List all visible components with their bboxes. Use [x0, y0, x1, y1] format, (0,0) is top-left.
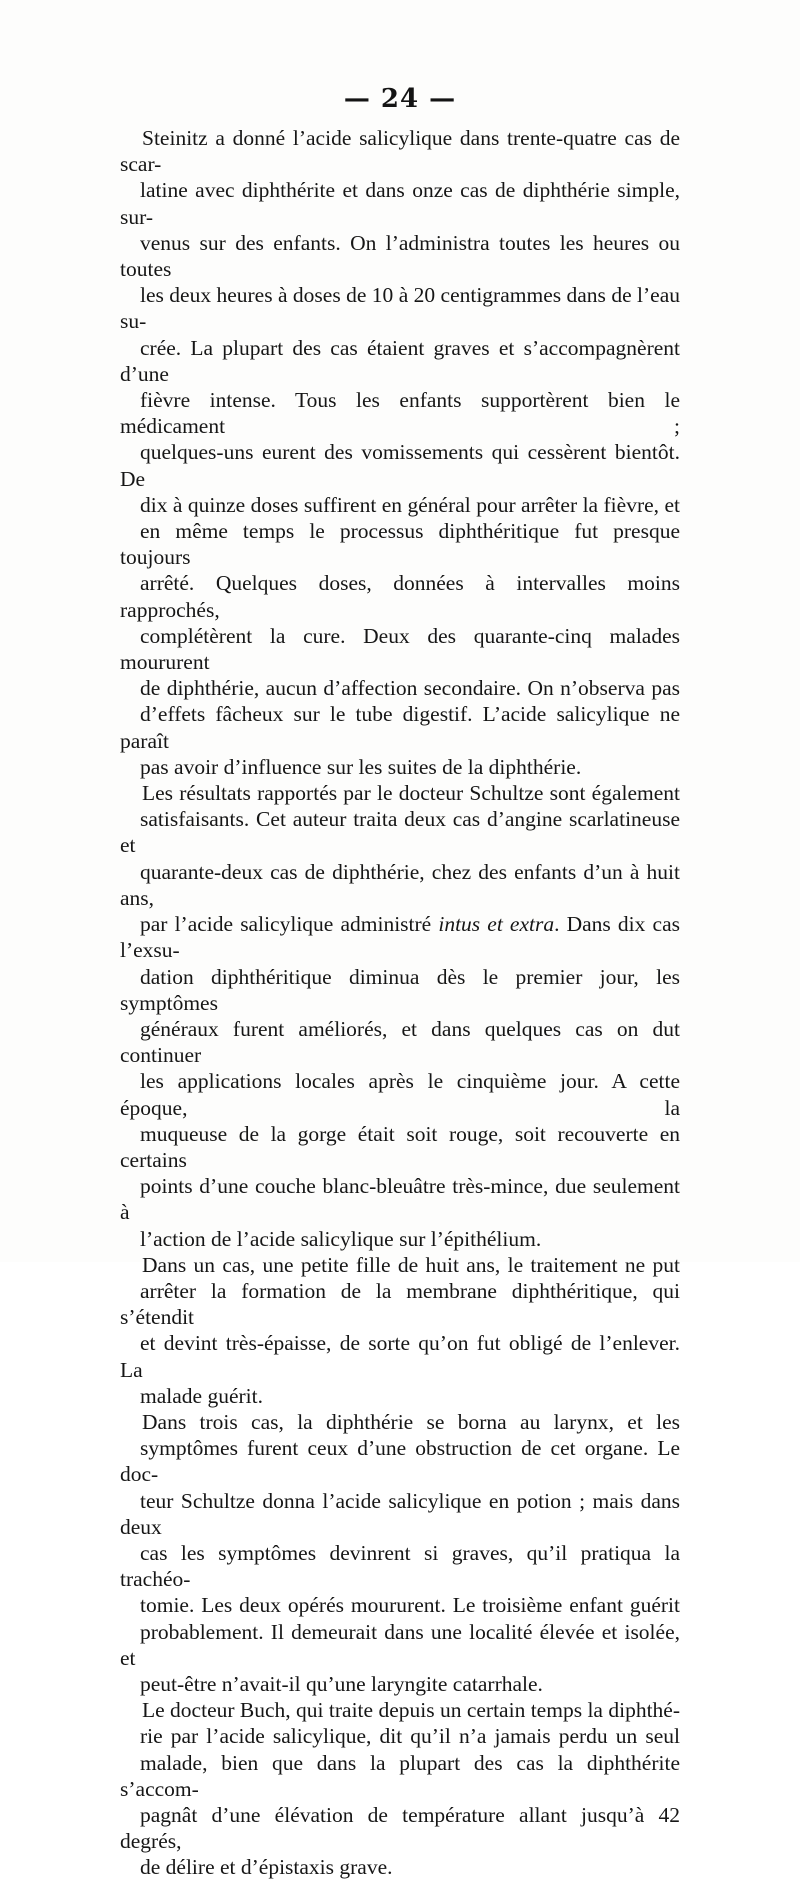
text-line: de délire et d’épistaxis grave. [140, 1855, 393, 1880]
text-line: Dans trois cas, la diphthérie se borna au larynx, et les [142, 1409, 680, 1434]
text-line: l’action de l’acide salicylique sur l’épithélium. [140, 1226, 542, 1251]
text-line: Les résultats rapportés par le docteur Schultze sont également [142, 781, 680, 806]
paragraph [120, 1409, 680, 1697]
text-line: d’effets fâcheux sur le tube digestif. L’acide salicylique ne paraît [120, 702, 680, 753]
text-line: malade, bien que dans la plupart des cas la diphthérite s’accom- [120, 1750, 680, 1801]
text-line: probablement. Il demeurait dans une localité élevée et isolée, et [120, 1619, 680, 1670]
text-line: les deux heures à doses de 10 à 20 centigrammes dans de l’eau su- [120, 283, 680, 334]
text-line: par l’acide salicylique administré intus et extra. Dans dix cas l’exsu- [120, 912, 680, 963]
text-line: Steinitz a donné l’acide salicylique dans trente-quatre cas de scar- [120, 126, 680, 177]
text-line: fièvre intense. Tous les enfants supportèrent bien le médicament ; [120, 388, 680, 439]
text-line: pas avoir d’influence sur les suites de la diphthérie. [140, 754, 582, 779]
italic-phrase: intus et extra [438, 912, 555, 937]
text-line: symptômes furent ceux d’une obstruction de cet organe. Le doc- [120, 1436, 680, 1487]
text-line: points d’une couche blanc-bleuâtre très-mince, due seulement à [120, 1174, 680, 1225]
text-line: peut-être n’avait-il qu’une laryngite catarrhale. [140, 1671, 543, 1696]
text-line: de diphthérie, aucun d’affection secondaire. On n’observa pas [140, 676, 680, 701]
text-line: arrêter la formation de la membrane diphthéritique, qui s’étendit [120, 1278, 680, 1330]
text-line: crée. La plupart des cas étaient graves et s’accompagnèrent d’une [120, 335, 680, 386]
text-line: quarante-deux cas de diphthérie, chez des enfants d’un à huit ans, [120, 859, 680, 910]
text-line: venus sur des enfants. On l’administra toutes les heures ou toutes [120, 230, 680, 282]
body-text [120, 125, 680, 1881]
text-line: pagnât d’une élévation de température allant jusqu’à 42 degrés, [120, 1803, 680, 1854]
page-number: — 24 — [343, 84, 457, 114]
text-line: latine avec diphthérite et dans onze cas de diphthérie simple, sur- [120, 178, 680, 229]
text-line: et devint très-épaisse, de sorte qu’on fut obligé de l’enlever. La [120, 1331, 680, 1382]
text-line: teur Schultze donna l’acide salicylique en potion ; mais dans deux [120, 1488, 680, 1539]
paragraph [120, 780, 680, 1252]
paragraph [120, 1697, 680, 1880]
text-line: satisfaisants. Cet auteur traita deux cas d’angine scarlatineuse et [120, 807, 680, 858]
text-line: Dans un cas, une petite fille de huit ans, le traitement ne put [142, 1252, 680, 1277]
text-line: tomie. Les deux opérés moururent. Le troisième enfant guérit [140, 1593, 680, 1618]
text-line: malade guérit. [140, 1383, 263, 1408]
paragraph [120, 125, 680, 780]
text-line: quelques-uns eurent des vomissements qui cessèrent bientôt. De [120, 440, 680, 491]
text-line: arrêté. Quelques doses, données à intervalles moins rapprochés, [120, 571, 680, 622]
text-line: muqueuse de la gorge était soit rouge, soit recouverte en certains [120, 1121, 680, 1172]
text-line: dix à quinze doses suffirent en général pour arrêter la fièvre, et [140, 492, 680, 517]
text-line: complétèrent la cure. Deux des quarante-cinq malades moururent [120, 623, 680, 675]
text-line: en même temps le processus diphthéritique fut presque toujours [120, 519, 680, 570]
text-line: dation diphthéritique diminua dès le premier jour, les symptômes [120, 964, 680, 1015]
text-line: les applications locales après le cinquième jour. A cette époque, la [120, 1069, 680, 1120]
text-line: Le docteur Buch, qui traite depuis un certain temps la diphthé- [142, 1698, 680, 1723]
text-line: généraux furent améliorés, et dans quelques cas on dut continuer [120, 1016, 680, 1068]
paragraph [120, 1252, 680, 1409]
text-line: cas les symptômes devinrent si graves, qu’il pratiqua la trachéo- [120, 1540, 680, 1592]
text-line: rie par l’acide salicylique, dit qu’il n’a jamais perdu un seul [140, 1724, 680, 1749]
